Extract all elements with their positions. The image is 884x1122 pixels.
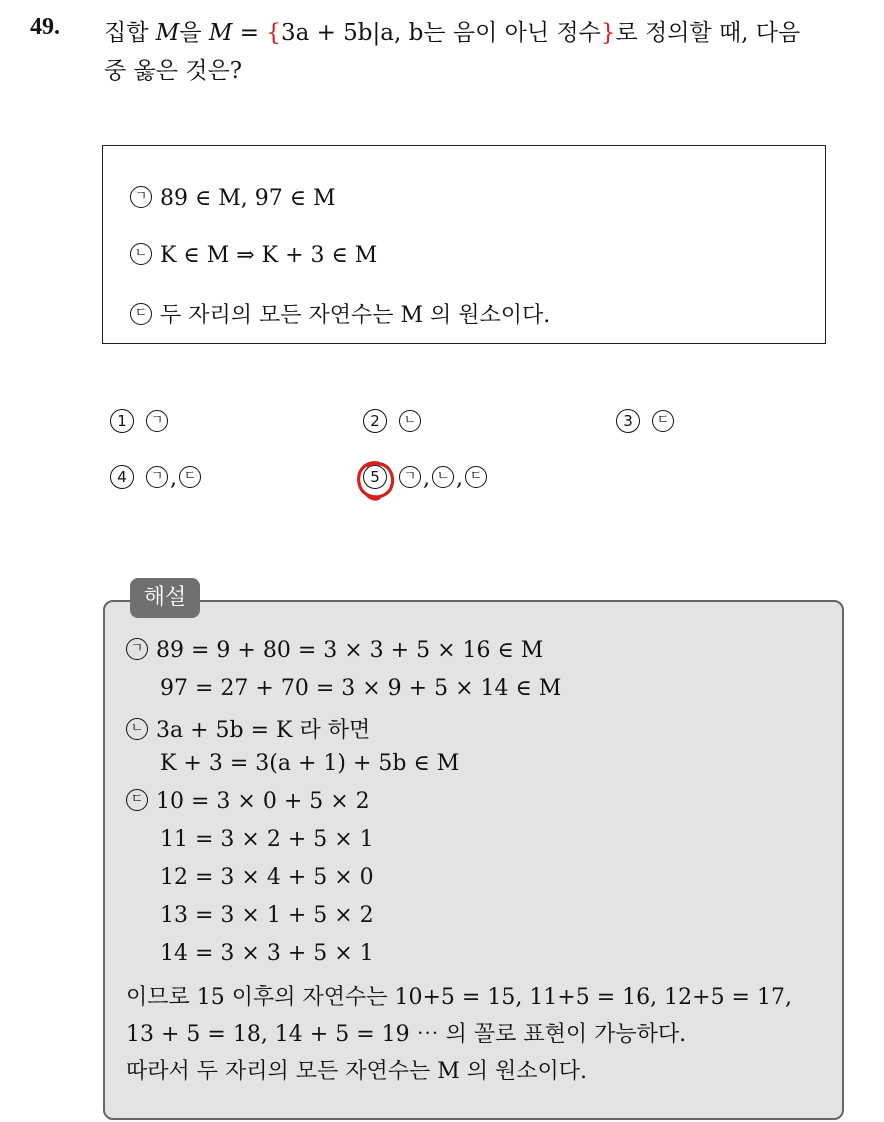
solution-text-5: 10 = 3 × 0 + 5 × 2 xyxy=(156,789,370,814)
marker-digeut: ㄷ xyxy=(130,303,152,325)
choice-2-number: 2 xyxy=(363,409,387,433)
set-name: M xyxy=(155,20,180,46)
question-prefix: 집합 xyxy=(104,20,156,46)
condition-b-text: K ∈ M ⇒ K + 3 ∈ M xyxy=(160,243,378,268)
question-mid: 을 xyxy=(179,20,209,46)
selected-answer-mark xyxy=(354,458,398,502)
solution-line-7: 12 = 3 × 4 + 5 × 0 xyxy=(160,865,374,890)
condition-a-text: 89 ∈ M, 97 ∈ M xyxy=(160,186,336,211)
solution-conclusion-2: 13 + 5 = 18, 14 + 5 = 19 ⋯ 의 꼴로 표현이 가능하다. xyxy=(126,1022,687,1047)
choice-5[interactable]: 5 ㄱ , ㄴ , ㄷ xyxy=(363,466,489,491)
marker-nieun: ㄴ xyxy=(130,243,152,265)
question-text-line1 xyxy=(104,14,800,47)
solution-line-9: 14 = 3 × 3 + 5 × 1 xyxy=(160,941,374,966)
solution-line-3 xyxy=(126,713,370,744)
solution-marker-digeut: ㄷ xyxy=(126,789,148,811)
choice-5-item-1: ㄱ xyxy=(399,466,421,488)
choice-3[interactable] xyxy=(616,410,676,435)
choice-1-number: 1 xyxy=(110,409,134,433)
choice-3-number: 3 xyxy=(616,409,640,433)
brace-open: { xyxy=(266,20,281,46)
condition-c-text: 두 자리의 모든 자연수는 M 의 원소이다. xyxy=(160,303,551,328)
solution-conclusion-1: 이므로 15 이후의 자연수는 10+5 = 15, 11+5 = 16, 12+5 = 17, xyxy=(126,985,792,1010)
solution-text-3: 3a + 5b = K 라 하면 xyxy=(156,718,371,743)
set-def-lhs: M = xyxy=(208,20,267,46)
solution-line-5 xyxy=(126,789,370,814)
solution-line-8: 13 = 3 × 1 + 5 × 2 xyxy=(160,903,374,928)
choice-1-item: ㄱ xyxy=(146,410,168,432)
question-text-line2: 중 옳은 것은? xyxy=(104,58,243,84)
brace-close: } xyxy=(600,20,616,46)
set-def-body: 3a + 5b|a, b는 음이 아닌 정수 xyxy=(280,20,601,46)
choice-4-item-2: ㄷ xyxy=(179,466,201,488)
solution-marker-nieun: ㄴ xyxy=(126,718,148,740)
solution-text-1: 89 = 9 + 80 = 3 × 3 + 5 × 16 ∈ M xyxy=(156,638,544,663)
solution-line-1 xyxy=(126,638,543,663)
condition-c xyxy=(130,298,550,329)
solution-line-2: 97 = 27 + 70 = 3 × 9 + 5 × 14 ∈ M xyxy=(160,676,562,701)
solution-marker-giyeok: ㄱ xyxy=(126,638,148,660)
choice-4-item-1: ㄱ xyxy=(146,466,168,488)
choice-4-number: 4 xyxy=(110,465,134,489)
choice-4[interactable]: 4 ㄱ , ㄷ xyxy=(110,466,203,491)
choice-5-item-3: ㄷ xyxy=(465,466,487,488)
choice-2[interactable] xyxy=(363,410,423,435)
solution-line-4: K + 3 = 3(a + 1) + 5b ∈ M xyxy=(160,751,460,776)
solution-label: 해설 xyxy=(130,578,200,618)
choice-2-item: ㄴ xyxy=(399,410,421,432)
solution-conclusion-3: 따라서 두 자리의 모든 자연수는 M 의 원소이다. xyxy=(126,1059,588,1084)
choice-1[interactable] xyxy=(110,410,170,435)
choice-5-item-2: ㄴ xyxy=(432,466,454,488)
choice-3-item: ㄷ xyxy=(652,410,674,432)
condition-a xyxy=(130,186,336,211)
solution-line-6: 11 = 3 × 2 + 5 × 1 xyxy=(160,827,374,852)
question-suffix: 로 정의할 때, 다음 xyxy=(615,20,801,46)
condition-b xyxy=(130,243,377,268)
choice-5-number: 5 xyxy=(363,465,387,489)
marker-giyeok: ㄱ xyxy=(130,186,152,208)
question-number: 49. xyxy=(30,14,60,40)
